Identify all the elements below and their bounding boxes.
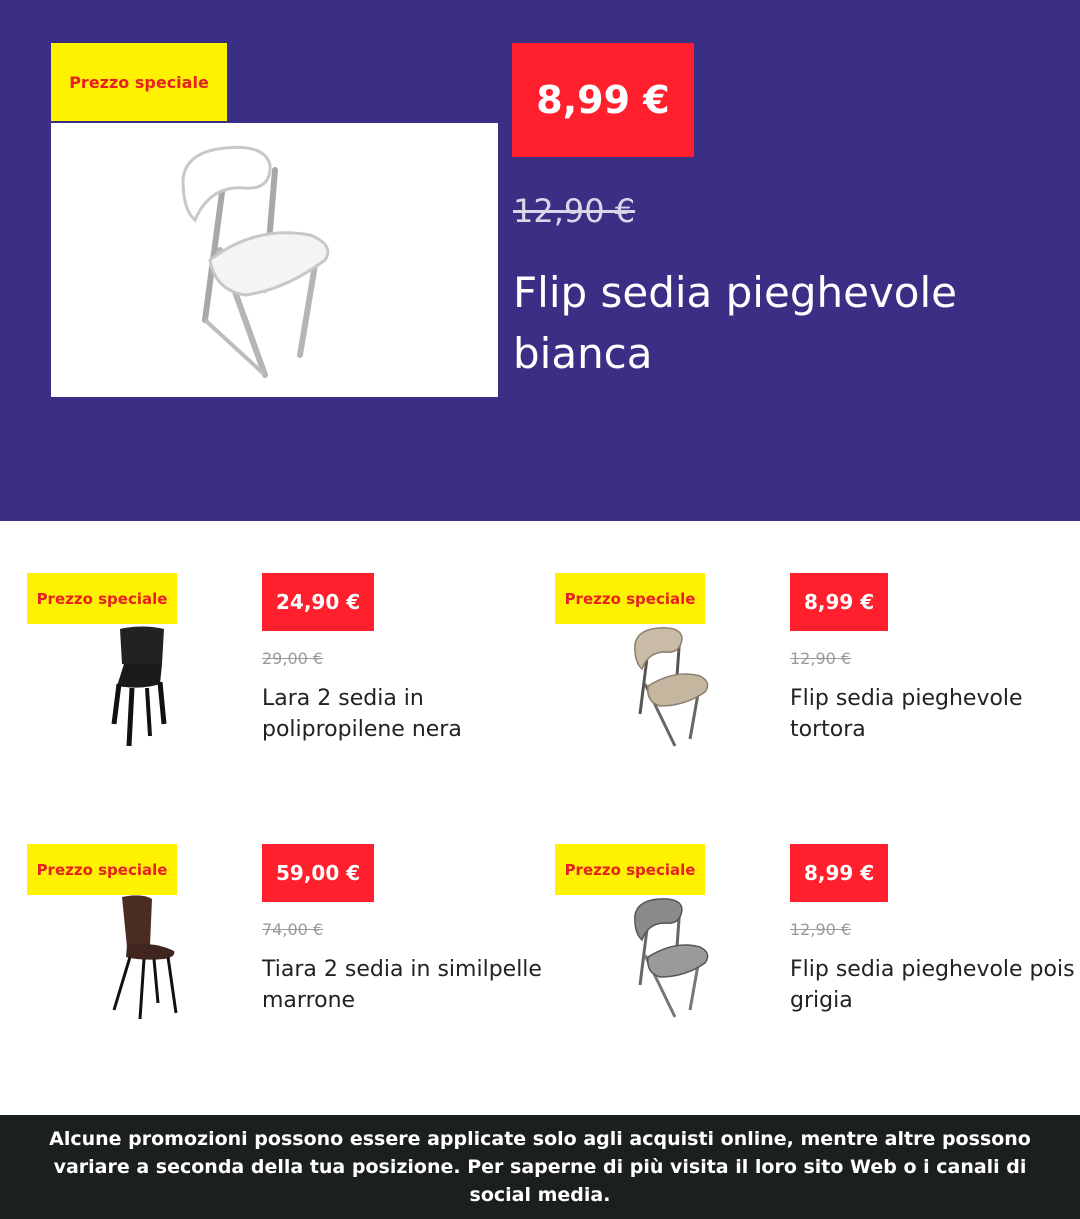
taupe-folding-chair-image bbox=[620, 624, 720, 749]
special-price-badge: Prezzo speciale bbox=[27, 573, 177, 624]
hero-product-image[interactable] bbox=[51, 123, 498, 397]
product-image[interactable] bbox=[87, 895, 197, 1020]
product-old-price: 12,90 € bbox=[790, 920, 852, 939]
special-price-badge: Prezzo speciale bbox=[555, 573, 705, 624]
hero-section bbox=[0, 0, 1080, 521]
footer-disclaimer bbox=[0, 1115, 1080, 1219]
product-title[interactable]: Lara 2 sedia in polipropilene nera bbox=[262, 686, 462, 742]
hero-special-price-badge: Prezzo speciale bbox=[51, 43, 227, 121]
product-price: 8,99 € bbox=[790, 573, 888, 631]
brown-chair-image bbox=[92, 895, 192, 1020]
footer-text: Alcune promozioni possono essere applicate solo agli acquisti online, mentre altre possono variare a seconda della tua posizione. Per saperne di più visita il loro sito Web o i canali di social media. bbox=[49, 1128, 1031, 1206]
product-title[interactable]: Flip sedia pieghevole pois grigia bbox=[790, 957, 1075, 1013]
product-image[interactable] bbox=[87, 624, 197, 749]
product-card[interactable] bbox=[27, 573, 555, 803]
product-title[interactable]: Flip sedia pieghevole tortora bbox=[790, 686, 1023, 742]
special-price-badge: Prezzo speciale bbox=[27, 844, 177, 895]
grey-folding-chair-image bbox=[620, 895, 720, 1020]
product-image[interactable] bbox=[615, 624, 725, 749]
special-price-badge: Prezzo speciale bbox=[555, 844, 705, 895]
product-card[interactable] bbox=[555, 844, 1080, 1074]
product-old-price: 74,00 € bbox=[262, 920, 324, 939]
product-title[interactable]: Tiara 2 sedia in similpelle marrone bbox=[262, 957, 542, 1013]
white-folding-chair-image bbox=[165, 130, 385, 390]
product-old-price: 12,90 € bbox=[790, 649, 852, 668]
product-card[interactable] bbox=[555, 573, 1080, 803]
hero-price: 8,99 € bbox=[512, 43, 694, 157]
product-price: 59,00 € bbox=[262, 844, 374, 902]
hero-product-title[interactable]: Flip sedia pieghevole bianca bbox=[513, 268, 957, 378]
product-card[interactable] bbox=[27, 844, 555, 1074]
product-price: 8,99 € bbox=[790, 844, 888, 902]
black-chair-image bbox=[92, 624, 192, 749]
product-price: 24,90 € bbox=[262, 573, 374, 631]
hero-old-price: 12,90 € bbox=[513, 192, 636, 230]
product-image[interactable] bbox=[615, 895, 725, 1020]
product-old-price: 29,00 € bbox=[262, 649, 324, 668]
